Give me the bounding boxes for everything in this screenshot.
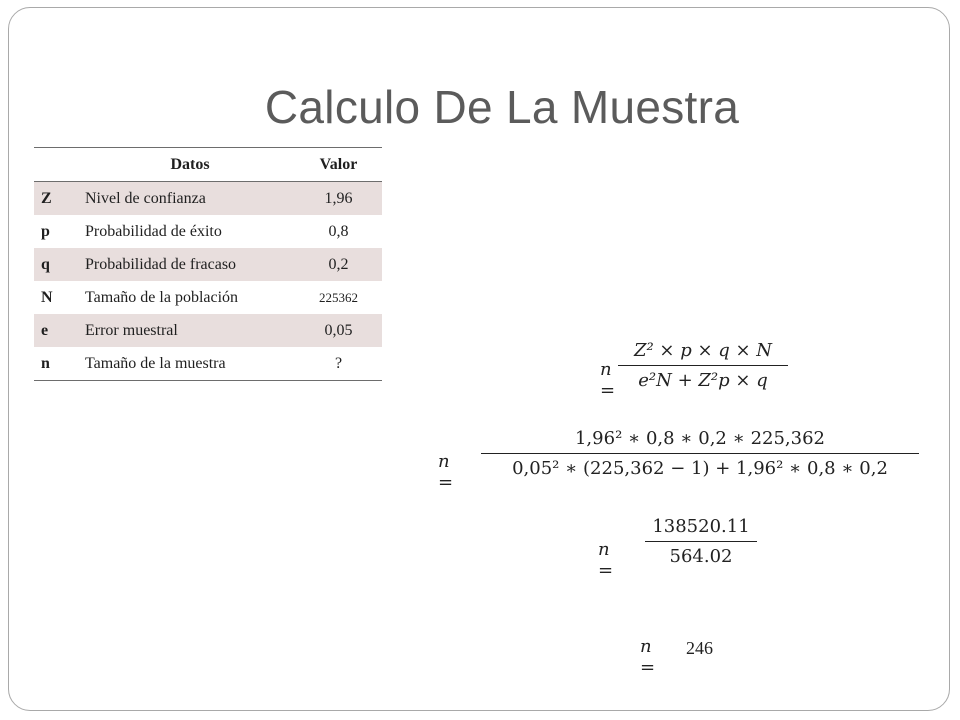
header-symbol bbox=[34, 148, 85, 182]
simplified-denominator: 564.02 bbox=[669, 546, 733, 567]
substitution-numerator: 1,96² ∗ 0,8 ∗ 0,2 ∗ 225,362 bbox=[574, 428, 825, 449]
row-description: Probabilidad de éxito bbox=[85, 222, 222, 240]
row-description: Tamaño de la población bbox=[85, 288, 239, 306]
row-description: Tamaño de la muestra bbox=[85, 354, 226, 372]
row-symbol: N bbox=[41, 288, 53, 306]
simplified-fraction bbox=[645, 516, 757, 567]
slide-title: Calculo De La Muestra bbox=[264, 81, 740, 133]
table-row bbox=[34, 248, 382, 281]
row-symbol: p bbox=[41, 222, 50, 240]
row-value: 225362 bbox=[319, 289, 358, 305]
table-row bbox=[34, 182, 382, 216]
fraction-bar bbox=[618, 365, 788, 366]
row-symbol: Z bbox=[34, 182, 85, 216]
formula-denominator: e²N + Z²p × q bbox=[638, 370, 768, 391]
substitution-denominator: 0,05² ∗ (225,362 − 1) + 1,96² ∗ 0,8 ∗ 0,2 bbox=[512, 458, 888, 479]
row-description: Error muestral bbox=[85, 314, 295, 347]
simplified-lhs: n = bbox=[598, 539, 614, 581]
table-row bbox=[34, 281, 382, 314]
header-valor: Valor bbox=[295, 148, 382, 182]
row-description: Nivel de confianza bbox=[85, 182, 295, 216]
row-value: 0,2 bbox=[295, 248, 382, 281]
fraction-bar bbox=[645, 541, 757, 542]
row-value: ? bbox=[334, 354, 343, 372]
table-row bbox=[34, 314, 382, 347]
table-row bbox=[34, 347, 382, 381]
formula-lhs: n = bbox=[600, 359, 616, 401]
table-row bbox=[34, 215, 382, 248]
row-symbol: q bbox=[34, 248, 85, 281]
row-value: 0,8 bbox=[328, 222, 349, 240]
row-symbol: e bbox=[34, 314, 85, 347]
row-description: Probabilidad de fracaso bbox=[85, 248, 295, 281]
header-datos: Datos bbox=[85, 148, 295, 182]
fraction-bar bbox=[481, 453, 919, 454]
substitution-lhs: n = bbox=[438, 451, 454, 493]
formula-fraction bbox=[618, 340, 788, 391]
row-value: 1,96 bbox=[295, 182, 382, 216]
data-table bbox=[34, 147, 382, 381]
substitution-fraction bbox=[481, 428, 919, 479]
simplified-numerator: 138520.11 bbox=[652, 516, 750, 537]
table-header-row bbox=[34, 148, 382, 182]
result-value: 246 bbox=[686, 638, 713, 658]
result-lhs: n = bbox=[640, 636, 656, 678]
formula-numerator: Z² × p × q × N bbox=[633, 340, 773, 361]
row-symbol: n bbox=[41, 354, 50, 372]
row-value: 0,05 bbox=[295, 314, 382, 347]
